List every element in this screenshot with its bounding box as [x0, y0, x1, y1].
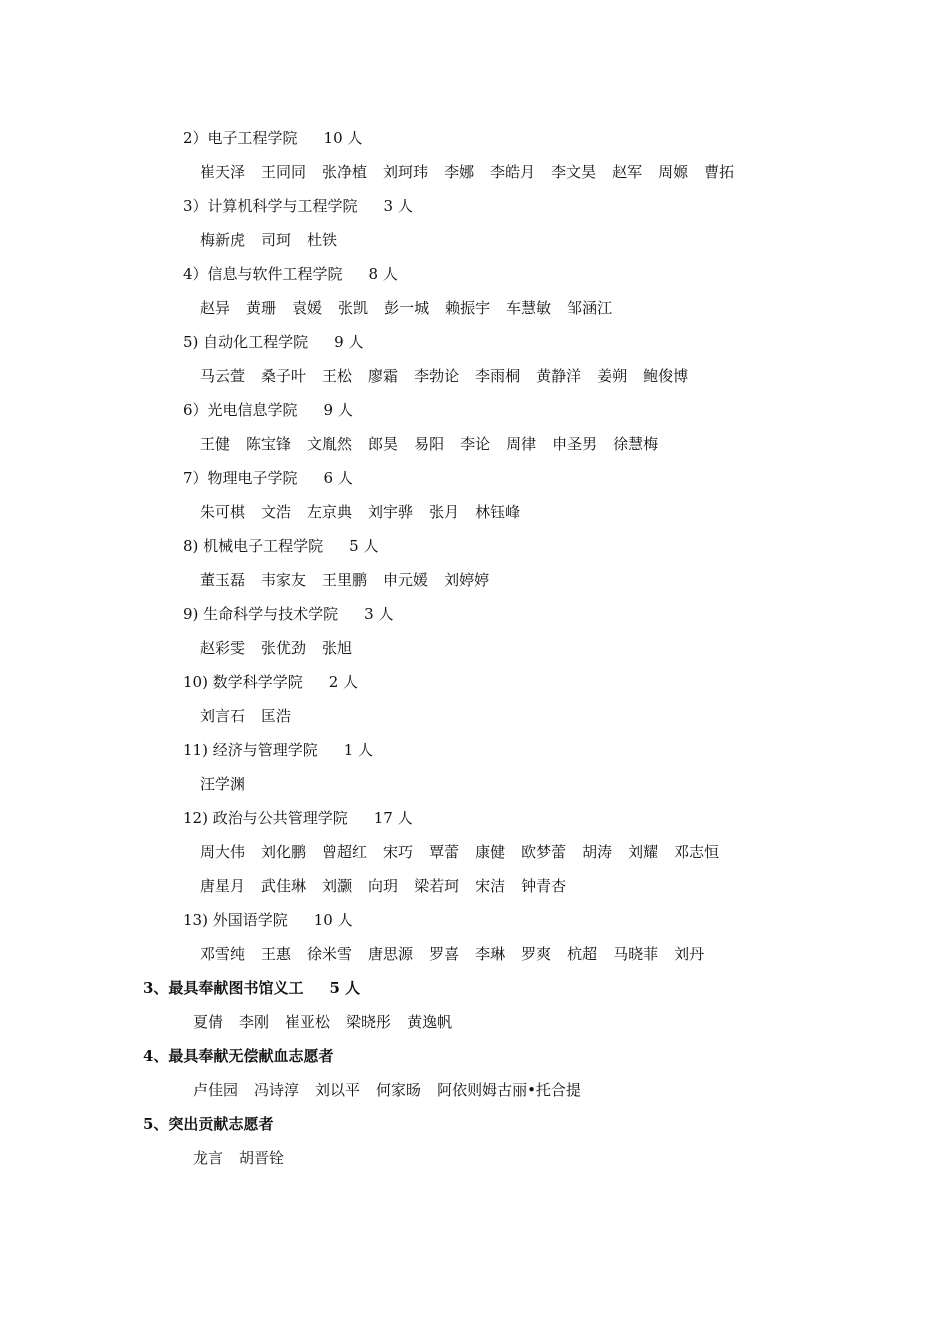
member-count: 17 人 [373, 809, 413, 827]
college-name: 6）光电信息学院 [183, 401, 298, 419]
college-heading [183, 468, 353, 488]
person-name: 刘宇骅 [368, 503, 414, 521]
award-title: 3、最具奉献图书馆义工 [143, 979, 304, 997]
person-name: 刘以平 [315, 1081, 361, 1099]
person-name: 刘灏 [322, 877, 353, 895]
person-name: 李刚 [239, 1013, 270, 1031]
person-name: 李娜 [444, 163, 475, 181]
college-heading [183, 264, 398, 284]
name-row [200, 774, 261, 794]
person-name: 朱可棋 [200, 503, 246, 521]
person-name: 何家旸 [376, 1081, 422, 1099]
person-name: 邹涵江 [567, 299, 613, 317]
award-heading [143, 1114, 273, 1134]
award-heading [143, 978, 360, 998]
person-name: 李论 [460, 435, 491, 453]
person-name: 李文昊 [551, 163, 597, 181]
name-row [200, 502, 536, 522]
person-name: 钟青杏 [521, 877, 567, 895]
person-name: 杭超 [567, 945, 598, 963]
person-name: 黄珊 [246, 299, 277, 317]
member-count: 9 人 [334, 333, 364, 351]
person-name: 杜铁 [307, 231, 338, 249]
person-name: 罗爽 [521, 945, 552, 963]
person-name: 邓雪纯 [200, 945, 246, 963]
person-name: 桑子叶 [261, 367, 307, 385]
person-name: 申元媛 [383, 571, 429, 589]
person-name: 张净植 [322, 163, 368, 181]
person-name: 阿依则姆古丽•托合提 [437, 1081, 581, 1099]
person-name: 车慧敏 [506, 299, 552, 317]
person-name: 胡晋铨 [239, 1149, 285, 1167]
person-name: 林钰峰 [475, 503, 521, 521]
person-name: 卢佳园 [193, 1081, 239, 1099]
person-name: 陈宝锋 [246, 435, 292, 453]
person-name: 刘珂玮 [383, 163, 429, 181]
person-name: 郎昊 [368, 435, 399, 453]
member-count: 5 人 [349, 537, 379, 555]
person-name: 王惠 [261, 945, 292, 963]
name-row [193, 1012, 468, 1032]
person-name: 刘化鹏 [261, 843, 307, 861]
person-name: 司珂 [261, 231, 292, 249]
person-name: 梁晓彤 [346, 1013, 392, 1031]
name-row [200, 162, 750, 182]
college-heading [183, 672, 358, 692]
person-name: 黄静洋 [536, 367, 582, 385]
person-name: 唐星月 [200, 877, 246, 895]
person-name: 汪学渊 [200, 775, 246, 793]
member-count: 10 人 [323, 129, 363, 147]
person-name: 赖振宇 [445, 299, 491, 317]
person-name: 武佳琳 [261, 877, 307, 895]
name-row [200, 706, 307, 726]
member-count: 3 人 [383, 197, 413, 215]
college-heading [183, 604, 393, 624]
person-name: 黄逸帆 [407, 1013, 453, 1031]
person-name: 文浩 [261, 503, 292, 521]
college-name: 4）信息与软件工程学院 [183, 265, 343, 283]
member-count: 3 人 [364, 605, 394, 623]
college-name: 11) 经济与管理学院 [183, 741, 318, 759]
person-name: 覃蕾 [429, 843, 460, 861]
person-name: 向玥 [368, 877, 399, 895]
member-count: 2 人 [328, 673, 359, 691]
person-name: 梁若珂 [414, 877, 460, 895]
person-name: 唐思源 [368, 945, 414, 963]
person-name: 冯诗淳 [254, 1081, 300, 1099]
college-name: 13) 外国语学院 [183, 911, 288, 929]
person-name: 韦家友 [261, 571, 307, 589]
college-name: 2）电子工程学院 [183, 129, 298, 147]
member-count: 5 人 [329, 979, 361, 997]
person-name: 刘丹 [674, 945, 705, 963]
person-name: 徐米雪 [307, 945, 353, 963]
college-heading [183, 400, 353, 420]
person-name: 文胤然 [307, 435, 353, 453]
college-heading [183, 808, 413, 828]
award-title: 5、突出贡献志愿者 [143, 1115, 274, 1133]
name-row [200, 434, 674, 454]
person-name: 张凯 [338, 299, 369, 317]
person-name: 梅新虎 [200, 231, 246, 249]
person-name: 李琳 [475, 945, 506, 963]
person-name: 申圣男 [552, 435, 598, 453]
name-row [200, 366, 704, 386]
member-count: 1 人 [343, 741, 374, 759]
person-name: 欧梦蕾 [521, 843, 567, 861]
college-heading [183, 332, 363, 352]
person-name: 李雨桐 [475, 367, 521, 385]
person-name: 周大伟 [200, 843, 246, 861]
award-heading [143, 1046, 333, 1066]
name-row [200, 298, 628, 318]
name-row [200, 876, 582, 896]
person-name: 刘耀 [628, 843, 659, 861]
person-name: 易阳 [414, 435, 445, 453]
person-name: 赵彩雯 [200, 639, 246, 657]
college-heading [183, 536, 378, 556]
person-name: 罗喜 [429, 945, 460, 963]
person-name: 周嫄 [658, 163, 689, 181]
person-name: 曹拓 [704, 163, 735, 181]
person-name: 张月 [429, 503, 460, 521]
person-name: 王松 [322, 367, 353, 385]
person-name: 宋洁 [475, 877, 506, 895]
member-count: 9 人 [323, 401, 353, 419]
person-name: 崔亚松 [285, 1013, 331, 1031]
person-name: 刘言石 [200, 707, 246, 725]
name-row [193, 1148, 300, 1168]
person-name: 胡涛 [582, 843, 613, 861]
person-name: 马云萱 [200, 367, 246, 385]
person-name: 李勃论 [414, 367, 460, 385]
person-name: 左京典 [307, 503, 353, 521]
college-name: 5) 自动化工程学院 [183, 333, 309, 351]
person-name: 崔天泽 [200, 163, 246, 181]
name-row [200, 230, 353, 250]
award-title: 4、最具奉献无偿献血志愿者 [143, 1047, 334, 1065]
college-name: 3）计算机科学与工程学院 [183, 197, 358, 215]
person-name: 张旭 [322, 639, 353, 657]
person-name: 李皓月 [490, 163, 536, 181]
person-name: 康健 [475, 843, 506, 861]
college-heading [183, 740, 373, 760]
person-name: 曾超红 [322, 843, 368, 861]
person-name: 邓志恒 [674, 843, 720, 861]
name-row [200, 570, 505, 590]
college-name: 9) 生命科学与技术学院 [183, 605, 339, 623]
person-name: 董玉磊 [200, 571, 246, 589]
college-heading [183, 196, 413, 216]
person-name: 宋巧 [383, 843, 414, 861]
name-row [200, 638, 368, 658]
person-name: 赵异 [200, 299, 231, 317]
person-name: 袁媛 [292, 299, 323, 317]
college-name: 8) 机械电子工程学院 [183, 537, 324, 555]
member-count: 8 人 [368, 265, 398, 283]
person-name: 王同同 [261, 163, 307, 181]
person-name: 马晓菲 [613, 945, 659, 963]
person-name: 王健 [200, 435, 231, 453]
person-name: 刘婷婷 [444, 571, 490, 589]
member-count: 6 人 [323, 469, 353, 487]
person-name: 徐慧梅 [613, 435, 659, 453]
person-name: 廖霜 [368, 367, 399, 385]
member-count: 10 人 [313, 911, 353, 929]
person-name: 鲍俊博 [643, 367, 689, 385]
college-heading [183, 128, 362, 148]
college-name: 12) 政治与公共管理学院 [183, 809, 348, 827]
person-name: 王里鹏 [322, 571, 368, 589]
college-heading [183, 910, 353, 930]
person-name: 龙言 [193, 1149, 224, 1167]
person-name: 姜朔 [597, 367, 628, 385]
person-name: 赵军 [612, 163, 643, 181]
name-row [200, 842, 735, 862]
person-name: 匡浩 [261, 707, 292, 725]
college-name: 10) 数学科学学院 [183, 673, 303, 691]
person-name: 夏倩 [193, 1013, 224, 1031]
college-name: 7）物理电子学院 [183, 469, 298, 487]
name-row [200, 944, 720, 964]
person-name: 彭一城 [384, 299, 430, 317]
name-row [193, 1080, 597, 1100]
person-name: 周律 [506, 435, 537, 453]
person-name: 张优劲 [261, 639, 307, 657]
